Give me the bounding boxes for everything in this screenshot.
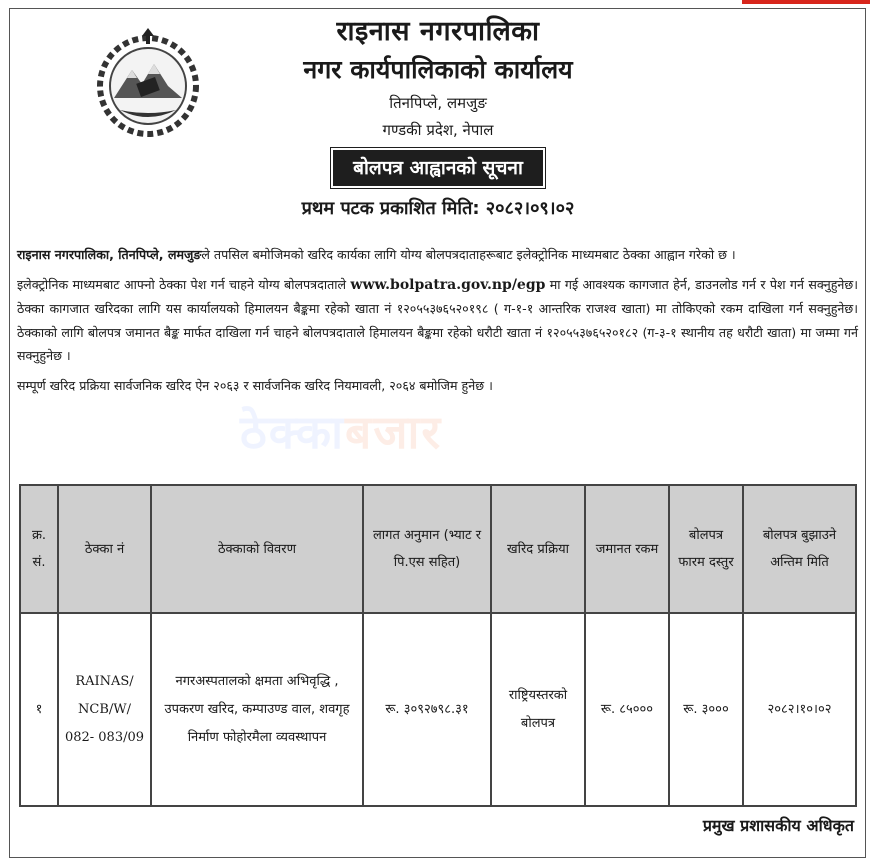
tender-table: [19, 484, 857, 807]
header-estimate: लागत अनुमान (भ्याट र पि.एस सहित): [363, 485, 491, 613]
office-location: तिनपिप्ले, लमजुङ: [389, 94, 487, 112]
table-row: [20, 613, 856, 806]
header-process: खरिद प्रक्रिया: [491, 485, 585, 613]
cell-deadline: २०८२।१०।०२: [743, 613, 856, 806]
cell-contract-no: RAINAS/ NCB/W/ 082- 083/09: [58, 613, 151, 806]
instructions-paragraph: [17, 273, 858, 368]
cell-sn: १: [20, 613, 58, 806]
header-contract-no: ठेक्का नं: [58, 485, 151, 613]
cell-bid-security: रू. ८५०००: [585, 613, 669, 806]
cell-estimate: रू. ३०९२७९८.३१: [363, 613, 491, 806]
notice-title: बोलपत्र आह्वानको सूचना: [333, 150, 543, 186]
intro-paragraph: [17, 243, 858, 267]
watermark-part-a: ठेक्का: [240, 405, 346, 459]
cell-description: नगरअस्पतालको क्षमता अभिवृद्धि , उपकरण खरिद, कम्पाउण्ड वाल, शवगृह निर्माण फोहोरमैला व्यवस्थापन: [151, 613, 363, 806]
notice-body: [17, 243, 858, 403]
office-name: नगर कार्यपालिकाको कार्यालय: [303, 55, 573, 84]
table-header-row: [20, 485, 856, 613]
header-description: ठेक्काको विवरण: [151, 485, 363, 613]
watermark: [240, 400, 442, 462]
header-bid-security: जमानत रकम: [585, 485, 669, 613]
cell-form-fee: रू. ३०००: [669, 613, 743, 806]
header-deadline: बोलपत्र बुझाउने अन्तिम मिति: [743, 485, 856, 613]
header-form-fee: बोलपत्र फारम दस्तुर: [669, 485, 743, 613]
top-accent-bar: [742, 0, 870, 4]
procurement-paragraph: सम्पूर्ण खरिद प्रक्रिया सार्वजनिक खरिद ऐन २०६३ र सार्वजनिक खरिद नियमावली, २०६४ बमोजिम हुनेछ ।: [17, 377, 493, 393]
publication-date: प्रथम पटक प्रकाशित मिति: २०८२।०९।०२: [301, 198, 575, 219]
intro-bold: राइनास नगरपालिका, तिनपिप्ले, लमजुङ: [17, 247, 202, 262]
intro-rest: ले तपसिल बमोजिमको खरिद कार्यका लागि योग्य बोलपत्रदाताहरूबाट इलेक्ट्रोनिक माध्यमबाट ठेक्का आह्वान गरेको छ ।: [201, 247, 736, 262]
signatory-title: प्रमुख प्रशासकीय अधिकृत: [702, 816, 854, 835]
header-sn: क्र. सं.: [20, 485, 58, 613]
watermark-part-b: बजार: [345, 405, 443, 459]
instructions-a: इलेक्ट्रोनिक माध्यमबाट आफ्नो ठेक्का पेश गर्न चाहने योग्य बोलपत्रदाताले: [17, 276, 351, 292]
instructions-b: मा गई आवश्यक कागजात हेर्न, डाउनलोड गर्न र पेश गर्न सक्नुहुनेछ। ठेक्का कागजात खरिदका लागि यस कार्यालयको हिमालयन बैङ्कमा रहेको खाता नं १२०५५३७६५२०१९८ ( ग-१-१ आन्तरिक राजश्व खाता) मा तोकिएको रकम दाखिला गर्न सक्नुहुनेछ। ठेक्काको लागि बोलपत्र जमानत बैङ्क मार्फत दाखिला गर्न चाहने बोलपत्रदाताले हिमालयन बैङ्कमा रहेको धरौटी खाता नं १२०५५३७६५२०१८२ (ग-३-१ स्थानीय तह धरौटी खाता) मा जम्मा गर्न सक्नुहुनेछ ।: [17, 276, 858, 363]
notice-header: [0, 14, 876, 222]
municipality-name: राइनास नगरपालिका: [336, 16, 540, 47]
province-line: गण्डकी प्रदेश, नेपाल: [382, 121, 494, 139]
cell-process: राष्ट्रियस्तरको बोलपत्र: [491, 613, 585, 806]
egp-link[interactable]: www.bolpatra.gov.np/egp: [350, 276, 546, 293]
